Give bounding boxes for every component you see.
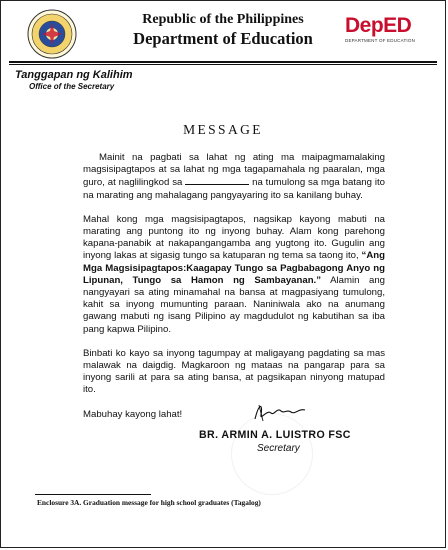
paragraph-2-text-b: Alamin ang nangyayari sa ating minamahal na bansa at magpasiyang tumulong, kahit sa inyong mumunting paraan. Naniniwala ako na anumang gawang mabuti ng isang Pilipino ay magdudulot ng kabutihan sa iba pang kapwa Pilipino. bbox=[83, 274, 386, 335]
paragraph-1 bbox=[83, 152, 385, 202]
paragraph-2-theme: “Ang Mga Magsisipagtapos:Kaagapay Tungo sa Pagbabagong Anyo ng Lipunan, Tungo sa Hamon ng Sambayanan.” bbox=[83, 250, 385, 286]
paragraph-2-text-a: Mahal kong mga magsisipagtapos, nagsikap kayong mabuti na marating ang puntong ito ng inyong buhay. Alam kong parehong kapana-panabik at nakapangangamba ang yugtong ito. Gugulin ang inyong lakas at sigasig tungo sa katuparan ng tema sa taong ito, bbox=[83, 213, 385, 262]
republic-title: Republic of the Philippines bbox=[142, 12, 304, 27]
deped-logo-word: DepED bbox=[345, 14, 412, 37]
closing-line: Mabuhay kayong lahat! bbox=[83, 408, 183, 420]
office-english: Office of the Secretary bbox=[29, 82, 115, 91]
office-tagalog: Tanggapan ng Kalihim bbox=[15, 69, 133, 81]
header-divider-thin bbox=[9, 64, 437, 65]
blank-line bbox=[185, 176, 249, 185]
deped-logo-subtext: DEPARTMENT OF EDUCATION bbox=[345, 38, 416, 43]
office-block bbox=[15, 69, 133, 92]
paragraph-2 bbox=[83, 214, 385, 336]
paragraph-1-text-b: na tumulong sa mga batang ito na marating ang mahalagang pangyayaring ito sa kanilang buhay. bbox=[83, 177, 385, 201]
signatory-name: BR. ARMIN A. LUISTRO FSC bbox=[199, 429, 351, 441]
footer-divider bbox=[35, 494, 151, 495]
deped-logo bbox=[345, 15, 427, 51]
signatory-title: Secretary bbox=[257, 443, 300, 454]
signature-icon bbox=[251, 399, 311, 427]
message-body bbox=[83, 152, 385, 433]
department-title: Department of Education bbox=[133, 29, 313, 48]
enclosure-note: Enclosure 3A. Graduation message for high school graduates (Tagalog) bbox=[37, 498, 261, 507]
paragraph-1-text-a: Mainit na pagbati sa lahat ng ating ma maipagmamalaking magsisipagtapos at sa lahat ng mga tagapamahala ng paaralan, mga guro, at naglilingkod sa bbox=[83, 152, 385, 189]
page-title: MESSAGE bbox=[183, 122, 263, 137]
header-divider bbox=[9, 61, 437, 63]
paragraph-3: Binbati ko kayo sa inyong tagumpay at maligayang pagdating sa mas malawak na daigdig. Magkaroon ng mataas na pangarap para sa inyong sarili at para sa ating bansa, at pagsikapan ninyong matupad ito. bbox=[83, 347, 385, 396]
